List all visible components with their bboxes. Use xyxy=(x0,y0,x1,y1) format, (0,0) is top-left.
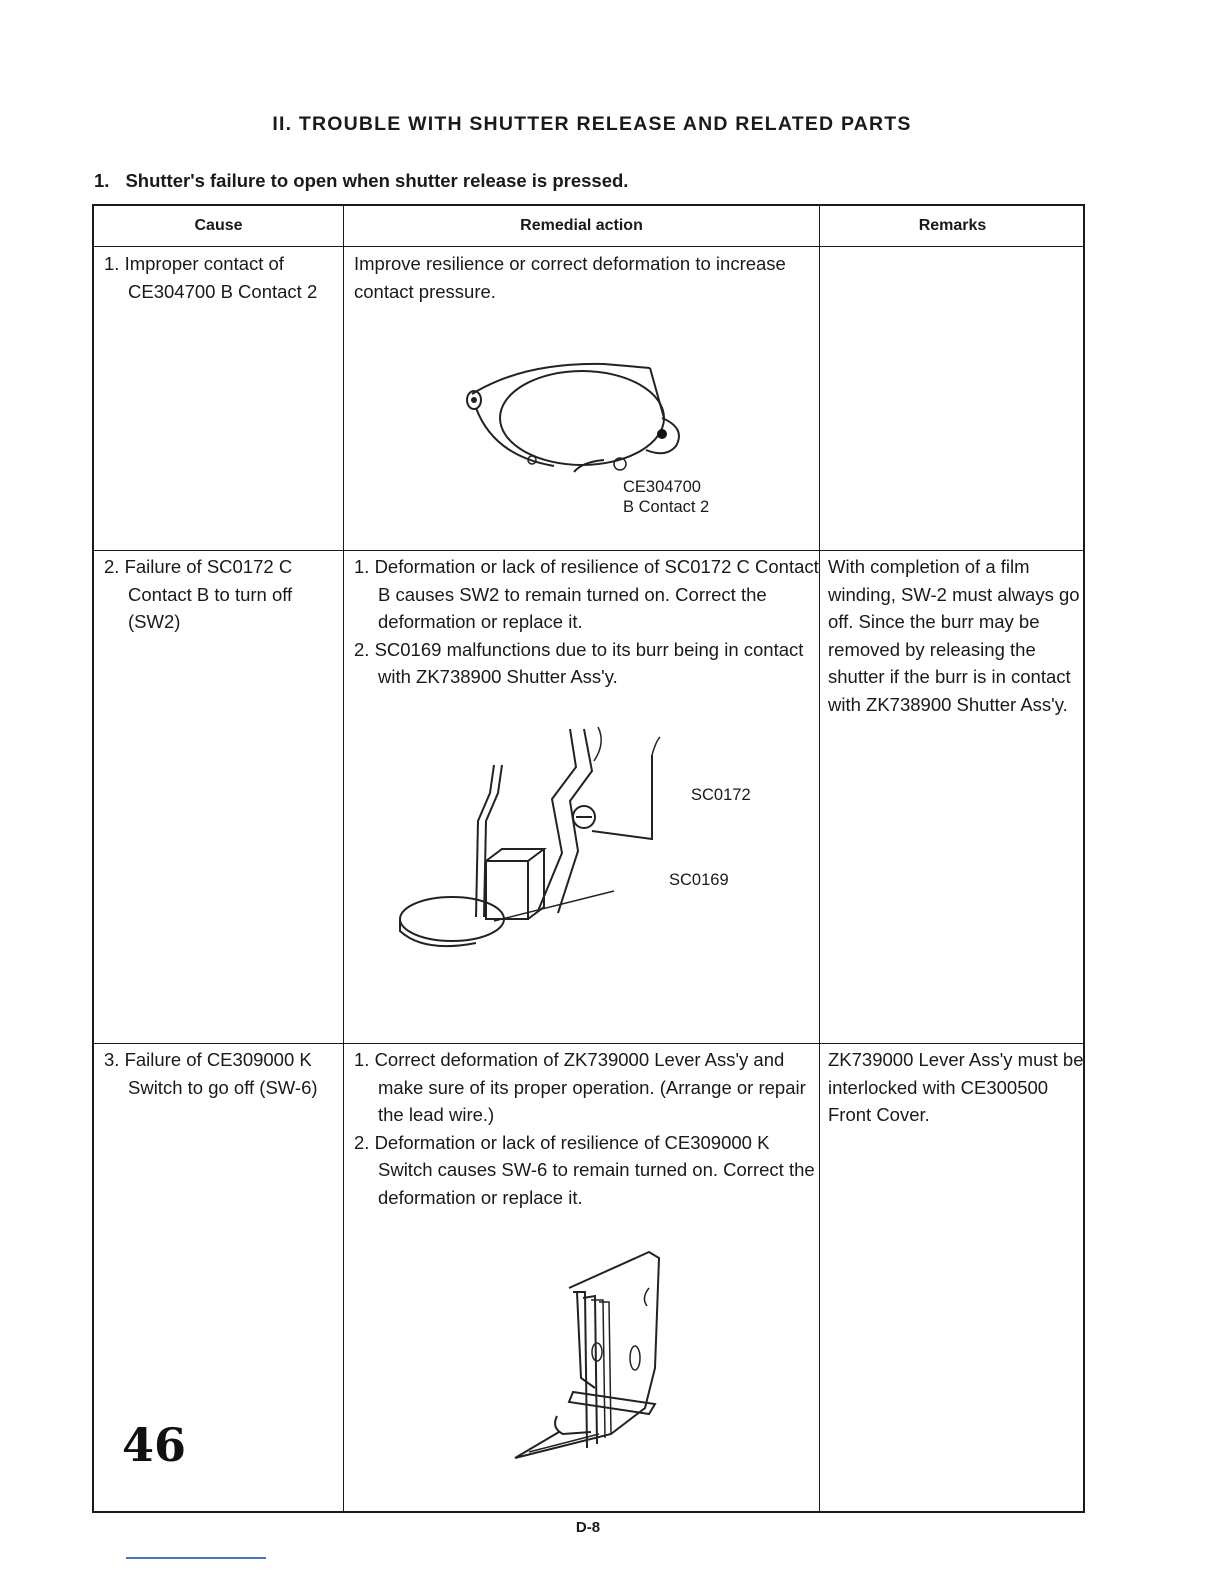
remedy-text: Improve resilience or correct deformation to increase contact pressure. xyxy=(354,253,786,302)
section-title: II. TROUBLE WITH SHUTTER RELEASE AND RELATED PARTS xyxy=(272,113,912,135)
header-divider xyxy=(94,246,1083,247)
figure-label-sc0169: SC0169 xyxy=(669,871,729,889)
trouble-table xyxy=(92,204,1085,1513)
row-divider xyxy=(94,550,1083,551)
subsection-number: 1. xyxy=(94,170,110,191)
table-row-2-remarks: With completion of a film winding, SW-2 must always go off. Since the burr may be removed by releasing the shutter if the burr is in contact with ZK738900 Shutter Ass'y. xyxy=(828,556,1080,715)
figure-label-sc0172: SC0172 xyxy=(691,786,751,804)
header-remedy: Remedial action xyxy=(520,217,643,234)
subsection-title: Shutter's failure to open when shutter release is pressed. xyxy=(125,170,629,191)
table-row-1-cause xyxy=(104,250,336,305)
remedy-item-2: 2. Deformation or lack of resilience of CE309000 K Switch causes SW-6 to remain turned on. Correct the deformation or replace it. xyxy=(354,1131,815,1208)
header-cause: Cause xyxy=(194,217,243,234)
column-divider xyxy=(819,206,820,1511)
footer-rule xyxy=(126,1557,266,1559)
table-row-1-remedy xyxy=(354,250,824,305)
table-row-3-cause xyxy=(104,1046,336,1101)
subsection-heading xyxy=(94,170,628,192)
remedy-item-1: 1. Correct deformation of ZK739000 Lever Ass'y and make sure of its proper operation. (Arrange or repair the lead wire.) xyxy=(354,1049,806,1125)
row-divider xyxy=(94,1043,1083,1044)
header-remarks: Remarks xyxy=(918,217,987,234)
cause-text: 3. Failure of CE309000 K Switch to go off (SW-6) xyxy=(104,1049,318,1098)
table-row-2-cause xyxy=(104,553,336,636)
table-row-2-remedy xyxy=(354,553,824,691)
contact-spring-ring-illustration-icon xyxy=(454,356,694,476)
figure-label-part-name: B Contact 2 xyxy=(623,498,710,516)
lever-switch-illustration-icon xyxy=(499,1248,669,1468)
figure-label-part-number: CE304700 xyxy=(623,478,701,496)
remedy-item-1: 1. Deformation or lack of resilience of SC0172 C Contact B causes SW2 to remain turned on. Correct the deformation or replace it. xyxy=(354,556,819,632)
contact-switch-assembly-illustration-icon xyxy=(394,721,674,956)
table-row-3-remedy xyxy=(354,1046,824,1211)
cause-text: 2. Failure of SC0172 C Contact B to turn off (SW2) xyxy=(104,556,293,632)
cause-text: 1. Improper contact of CE304700 B Contact 2 xyxy=(104,253,318,302)
remedy-item-2: 2. SC0169 malfunctions due to its burr being in contact with ZK738900 Shutter Ass'y. xyxy=(354,638,804,687)
page-number: D-8 xyxy=(575,1519,601,1536)
table-row-3-remarks: ZK739000 Lever Ass'y must be interlocked with CE300500 Front Cover. xyxy=(828,1049,1084,1125)
handwritten-note: 46 xyxy=(122,1418,187,1472)
column-divider xyxy=(343,206,344,1511)
